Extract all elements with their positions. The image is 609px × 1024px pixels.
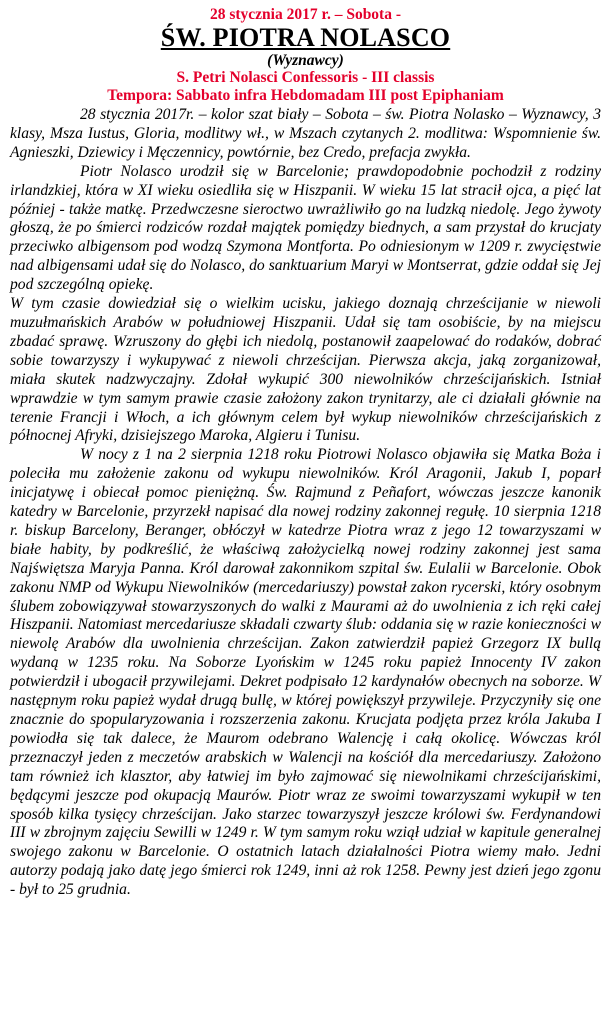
page-title: ŚW. PIOTRA NOLASCO [160, 23, 451, 52]
date-line: 28 stycznia 2017 r. – Sobota - [209, 6, 402, 23]
document-header [10, 6, 601, 105]
subtitle: (Wyznawcy) [267, 52, 344, 69]
latin-title: S. Petri Nolasci Confessoris - III classis [176, 69, 435, 86]
paragraph-order-founding: W nocy z 1 na 2 sierpnia 1218 roku Piotrowi Nolasco objawiła się Matka Boża i poleciła mu założenie zakonu od wykupu niewolników. Król Aragonii, Jakub I, poparł inicjatywę i obiecał pomoc pieniężną. Św. Rajmund z Peñafort, wówczas jeszcze kanonik katedry w Barcelonie, przyrzekł napisać dla nowej rodziny zakonnej regułę. 10 sierpnia 1218 r. biskup Barcelony, Beranger, obłóczył w katedrze Piotra wraz z jego 12 towarzyszami w białe habity, by podkreślić, że właściwą założycielką nowej rodziny zakonnej jest sama Najświętsza Maryja Panna. Król darował zakonnikom szpital św. Eulalii w Barcelonie. Obok zakonu NMP od Wykupu Niewolników (mercedariuszy) powstał zakon rycerski, który osobnym ślubem zobowiązywał stowarzyszonych do walki z Maurami aż do uwolnienia z ich ręki całej Hiszpanii. Natomiast mercedariusze składali czwarty ślub: oddania się w razie konieczności w niewolę Arabów dla uwolnienia chrześcijan. Zakon zatwierdził papież Grzegorz IX bullą wydaną w 1235 roku. Na Soborze Lyońskim w 1245 roku papież Innocenty IV zakon potwierdził i ubogacił przywilejami. Dekret podpisało 12 kardynałów obecnych na soborze. W następnym roku papież wydał drugą bullę, w której powiększył przywileje. Przyczyniły się one znacznie do spopularyzowania i rozszerzenia zakonu. Krucjata podjęta przez króla Jakuba I powiodła się tak dalece, że Maurom odebrano Walencję i całą okolicę. Wówczas król przeznaczył jeden z meczetów arabskich w Walencji na kościół dla mercedariuszy. Założono tam również ich klasztor, aby łatwiej im było zajmować się niewolnikami chrześcijańskimi, będącymi jeszcze pod okupacją Maurów. Piotr wraz ze swoimi towarzyszami wykupił w ten sposób kilka tysięcy chrześcijan. Jako starzec towarzyszył jeszcze królowi św. Ferdynandowi III w zbrojnym zajęciu Sewilli w 1249 r. W tym samym roku wziął udział w kapitule generalnej swojego zakonu w Barcelonie. O ostatnich latach działalności Piotra wiemy mało. Jedni autorzy podają jako datę jego śmierci rok 1249, inni aż rok 1258. Pewny jest dzień jego zgonu - był to 25 grudnia. [10, 446, 601, 899]
paragraph-early-life: Piotr Nolasco urodził się w Barcelonie; prawdopodobnie pochodził z rodziny irlandzkiej, która w XI wieku osiedliła się w Hiszpanii. W wieku 15 lat stracił ojca, a pięć lat później - także matkę. Przedwczesne sieroctwo uwrażliwiło go na ludzką niedolę. Jego żywoty głoszą, że po śmierci rodziców rozdał majątek pomiędzy biednych, a sam przystał do krucjaty przeciwko albigensom pod wodzą Szymona Montforta. Po odniesionym w 1209 r. zwycięstwie nad albigensami udał się do Nolasco, do sanktuarium Maryi w Montserrat, gdzie oddał się Jej pod szczególną opiekę. [10, 162, 601, 294]
tempora-line: Tempora: Sabbato infra Hebdomadam III post Epiphaniam [107, 87, 504, 104]
paragraph-liturgy: 28 stycznia 2017r. – kolor szat biały – Sobota – św. Piotra Nolasko – Wyznawcy, 3 klasy, Msza Iustus, Gloria, modlitwy wł., w Mszach czytanych 2. modlitwa: Wspomnienie św. Agnieszki, Dziewicy i Męczennicy, powtórnie, bez Credo, prefacja zwykła. [10, 106, 601, 161]
paragraph-captives: W tym czasie dowiedział się o wielkim ucisku, jakiego doznają chrześcijanie w niewoli muzułmańskich Arabów w południowej Hiszpanii. Udał się tam osobiście, by na miejscu zbadać sprawę. Wzruszony do głębi ich niedolą, postanowił zaapelować do rodaków, dobrać sobie towarzyszy i wykupywać z niewoli chrześcijan. Pierwsza akcja, jaką zorganizował, miała skutek nadzwyczajny. Zdołał wykupić 300 niewolników chrześcijańskich. Istniał wprawdzie w tym samym prawie czasie założony zakon trynitarzy, ale ci działali głównie na terenie Francji i Włoch, a ich głównym celem był wykup niewolników chrześcijańskich z północnej Afryki, dzisiejszego Maroka, Algieru i Tunisu. [10, 295, 601, 445]
article-body [10, 106, 601, 900]
